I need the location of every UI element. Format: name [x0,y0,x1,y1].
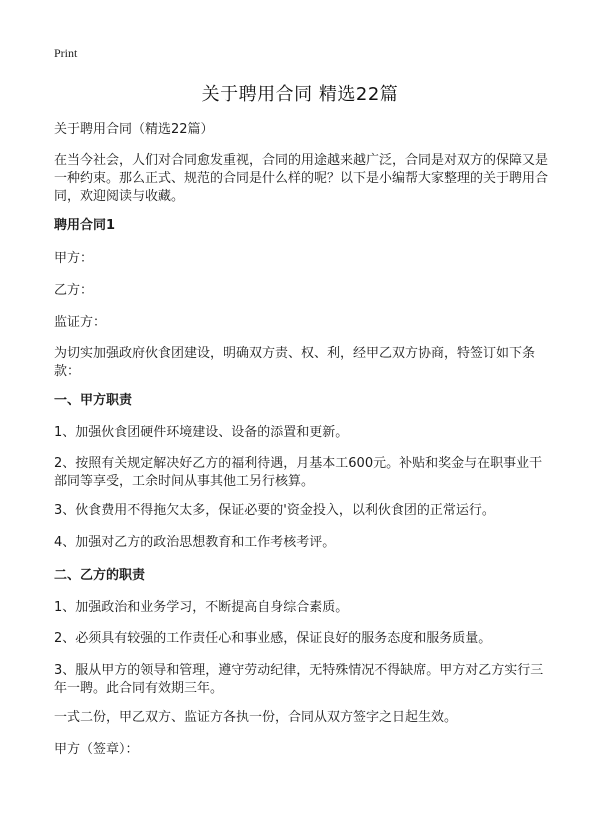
party-b-line: 乙方： [54,283,94,298]
section-title: 聘用合同1 [54,218,116,233]
section-b-item: 3、服从甲方的领导和管理，遵守劳动纪律，无特殊情况不得缺席。甲方对乙方实行三年一聘。此合同有效期三年。 [54,663,544,696]
section-a-item: 1、加强伙食团硬件环境建设、设备的添置和更新。 [54,425,349,440]
signature-party-a: 甲方（签章）： [54,742,139,757]
intro-paragraph: 在当今社会，人们对合同愈发重视，合同的用途越来越广泛，合同是对双方的保障又是一种约束。那么正式、规范的合同是什么样的呢？以下是小编帮大家整理的关于聘用合同，欢迎阅读与收藏。 [54,153,549,204]
section-b-heading: 二、乙方的职责 [54,568,146,583]
purpose-paragraph: 为切实加强政府伙食团建设，明确双方责、权、利，经甲乙双方协商，特签订如下条款： [54,346,536,379]
witness-line: 监证方： [54,315,107,330]
party-a-line: 甲方： [54,251,94,266]
print-label: Print [54,46,78,60]
document-title: 关于聘用合同 精选22篇 [201,84,399,105]
section-a-item: 2、按照有关规定解决好乙方的福利待遇，月基本工600元。补贴和奖金与在职事业干部同等享受，工余时间从事其他工另行核算。 [54,456,543,489]
section-a-item: 3、伙食费用不得拖欠太多，保证必要的'资金投入，以利伙食团的正常运行。 [54,503,495,518]
section-b-item: 2、必须具有较强的工作责任心和事业感，保证良好的服务态度和服务质量。 [54,631,492,646]
section-a-item: 4、加强对乙方的政治思想教育和工作考核考评。 [54,535,336,550]
section-b-item: 1、加强政治和业务学习，不断提高自身综合素质。 [54,600,349,615]
closing-paragraph: 一式二份，甲乙双方、监证方各执一份，合同从双方签字之日起生效。 [54,710,458,725]
document-subtitle: 关于聘用合同（精选22篇） [54,122,214,137]
section-a-heading: 一、甲方职责 [54,393,133,408]
